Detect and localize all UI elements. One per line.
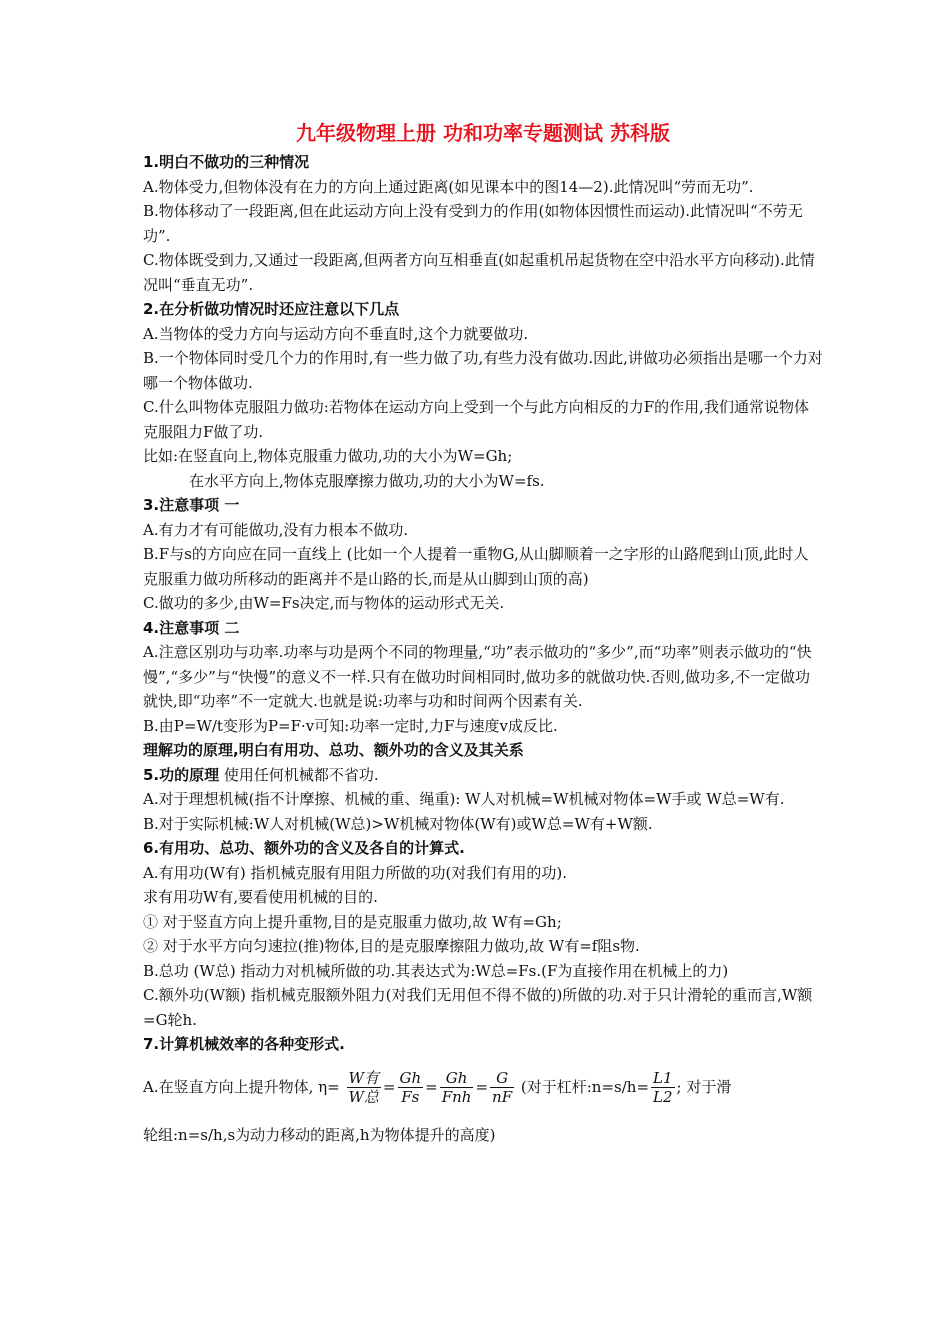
section-3-heading: 3.注意事项 一 — [143, 496, 240, 514]
fraction-denominator: L2 — [653, 1088, 673, 1106]
section-5-heading-line — [143, 763, 823, 788]
section-5-heading-rest: 使用任何机械都不省功. — [219, 765, 379, 784]
section-2-item-c: C.什么叫物体克服阻力做功:若物体在运动方向上受到一个与此方向相反的力F的作用,我们通常说物体克服阻力F做了功. — [143, 398, 809, 441]
section-6-heading: 6.有用功、总功、额外功的含义及各自的计算式. — [143, 839, 465, 857]
fraction-denominator: nF — [492, 1088, 513, 1106]
section-2-example-1: 比如:在竖直向上,物体克服重力做功,功的大小为W=Gh; — [143, 447, 513, 465]
section-6-item-a4: ② 对于水平方向匀速拉(推)物体,目的是克服摩擦阻力做功,故 W有=f阻s物. — [143, 937, 640, 955]
fraction-denominator: W总 — [348, 1088, 379, 1106]
section-3-item-c: C.做功的多少,由W=Fs决定,而与物体的运动形式无关. — [143, 594, 505, 612]
section-2-item-a: A.当物体的受力方向与运动方向不垂直时,这个力就要做功. — [143, 324, 529, 343]
document-page — [143, 118, 823, 1147]
fraction-l1-over-l2 — [651, 1069, 675, 1106]
section-5-item-a: A.对于理想机械(指不计摩擦、机械的重、绳重): W人对机械=W机械对物体=W手或 W总=W有. — [143, 790, 785, 808]
equals-sign: = — [475, 1077, 489, 1096]
section-4-heading: 4.注意事项 二 — [143, 618, 240, 637]
fraction-numerator: L1 — [653, 1069, 673, 1087]
section-1-item-b: B.物体移动了一段距离,但在此运动方向上没有受到力的作用(如物体因惯性而运动).此情况叫“不劳无功”. — [143, 202, 803, 245]
section-6-item-a3: ① 对于竖直方向上提升重物,目的是克服重力做功,故 W有=Gh; — [143, 912, 562, 931]
formula-lead-text: A.在竖直方向上提升物体, — [143, 1077, 314, 1096]
pulley-note-text: ; 对于滑 — [676, 1077, 732, 1096]
lever-note-text: (对于杠杆:n=s/h= — [520, 1077, 650, 1096]
section-6-item-b: B.总功 (W总) 指动力对机械所做的功.其表达式为:W总=Fs.(F为直接作用在机械上的力) — [143, 961, 729, 980]
section-1-heading: 1.明白不做功的三种情况 — [143, 153, 310, 171]
fraction-denominator: Fs — [401, 1088, 420, 1106]
section-2-heading: 2.在分析做功情况时还应注意以下几点 — [143, 300, 400, 318]
section-5-heading: 5.功的原理 — [143, 765, 220, 784]
efficiency-formula-line — [143, 1065, 823, 1109]
equals-sign: = — [425, 1077, 438, 1096]
section-7-item-b: 轮组:n=s/h,s为动力移动的距离,h为物体提升的高度) — [143, 1125, 496, 1144]
section-2-example-2: 在水平方向上,物体克服摩擦力做功,功的大小为W=fs. — [189, 471, 545, 490]
section-1-item-a: A.物体受力,但物体没有在力的方向上通过距离(如见课本中的图14—2).此情况叫“劳而无功”. — [143, 177, 754, 196]
fraction-numerator: Gh — [399, 1069, 422, 1087]
section-3-item-b: B.F与s的方向应在同一直线上 (比如一个人提着一重物G,从山脚顺着一之字形的山路爬到山顶,此时人克服重力做功所移动的距离并不是山路的长,而是从山脚到山顶的高) — [143, 545, 809, 588]
section-6-item-c: C.额外功(W额) 指机械克服额外阻力(对我们无用但不得不做的)所做的功.对于只计滑轮的重而言,W额=G轮h. — [143, 986, 813, 1029]
fraction-numerator: W有 — [348, 1069, 379, 1087]
equals-sign: = — [382, 1077, 396, 1096]
fraction-numerator: G — [490, 1069, 514, 1088]
eta-symbol: η= — [318, 1077, 340, 1096]
section-6-item-a2: 求有用功W有,要看使用机械的目的. — [143, 888, 378, 906]
fraction-numerator: Gh — [440, 1069, 474, 1088]
section-4-item-a: A.注意区别功与功率.功率与功是两个不同的物理量,“功”表示做功的“多少”,而“功率”则表示做功的“快慢”,“多少”与“快慢”的意义不一样.只有在做功时间相同时,做功多的就做功快.否则,做功多,不一定做功就快,即“功率”不一定就大.也就是说:功率与功和时间两个因素有关. — [143, 643, 812, 710]
section-6-item-a: A.有用功(W有) 指机械克服有用阻力所做的功(对我们有用的功). — [143, 863, 567, 882]
page-title: 九年级物理上册 功和功率专题测试 苏科版 — [296, 121, 670, 145]
understanding-heading: 理解功的原理,明白有用功、总功、额外功的含义及其关系 — [143, 741, 524, 759]
section-1-item-c: C.物体既受到力,又通过一段距离,但两者方向互相垂直(如起重机吊起货物在空中沿水平方向移动).此情况叫“垂直无功”. — [143, 251, 815, 294]
section-5-item-b: B.对于实际机械:W人对机械(W总)>W机械对物体(W有)或W总=W有+W额. — [143, 814, 653, 833]
section-7-heading: 7.计算机械效率的各种变形式. — [143, 1035, 345, 1053]
fraction-gh-over-fnh — [440, 1069, 474, 1106]
fraction-gh-over-fs — [398, 1069, 424, 1106]
fraction-denominator: Fnh — [441, 1088, 472, 1106]
section-2-item-b: B.一个物体同时受几个力的作用时,有一些力做了功,有些力没有做功.因此,讲做功必须指出是哪一个力对哪一个物体做功. — [143, 349, 823, 392]
section-4-item-b: B.由P=W/t变形为P=F·v可知:功率一定时,力F与速度v成反比. — [143, 716, 558, 735]
fraction-g-over-nf — [490, 1069, 514, 1106]
fraction-w-useful-over-w-total — [347, 1069, 381, 1106]
section-3-item-a: A.有力才有可能做功,没有力根本不做功. — [143, 520, 409, 539]
